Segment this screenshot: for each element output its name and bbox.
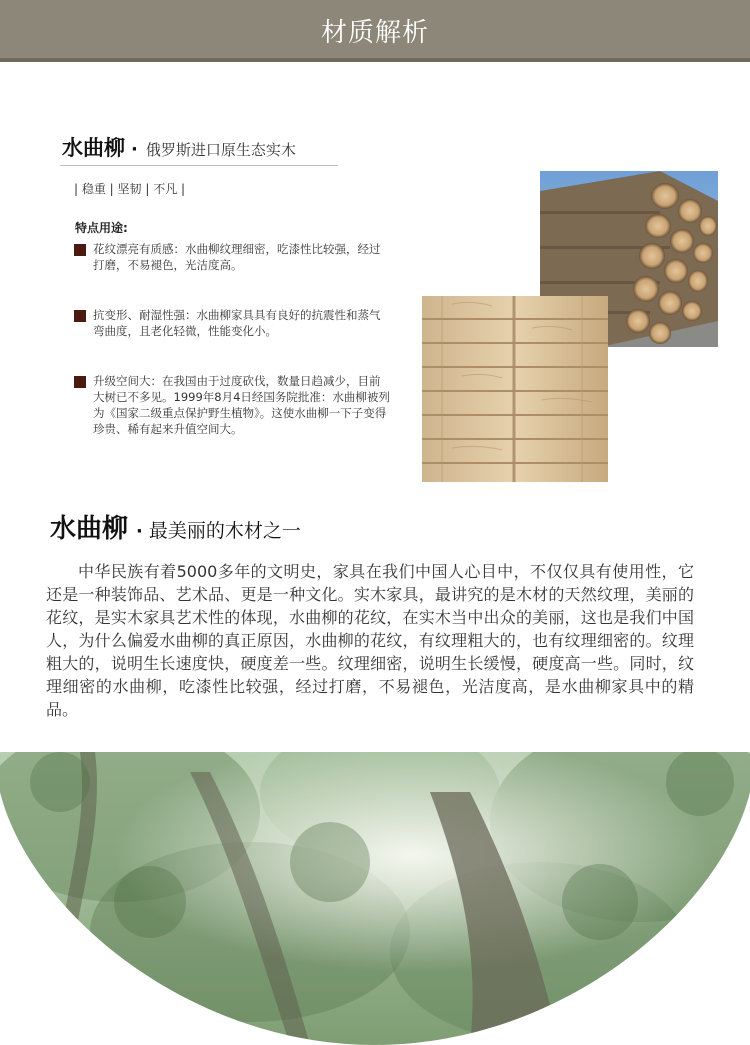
feature-item — [74, 373, 390, 437]
description-paragraph: 中华民族有着5000多年的文明史，家具在我们中国人心目中，不仅仅具有使用性，它还是一种装饰品、艺术品、更是一种文化。实木家具，最讲究的是木材的天然纹理，美丽的花纹，是实木家具艺术性的体现，水曲柳的花纹，在实木当中出众的美丽，这也是我们中国人，为什么偏爱水曲柳的真正原因，水曲柳的花纹，有纹理粗大的，也有纹理细密的。纹理粗大的，说明生长速度快，硬度差一些。纹理细密，说明生长缓慢，硬度高一些。同时，纹理细密的水曲柳，吃漆性比较强，经过打磨，不易褪色，光洁度高，是水曲柳家具中的精品。 — [46, 562, 694, 719]
bullet-square-icon — [74, 376, 86, 388]
feature-text: 花纹漂亮有质感：水曲柳纹理细密，吃漆性比较强，经过打磨，不易褪色，光洁度高。 — [93, 242, 381, 272]
forest-canopy-photo — [0, 752, 750, 1045]
section2-subtitle: 最美丽的木材之一 — [148, 520, 301, 542]
heading-dot: · — [136, 521, 143, 542]
bullet-square-icon — [74, 310, 86, 322]
features-title: 特点用途: — [75, 221, 128, 235]
wood-heading — [62, 132, 296, 162]
bullet-square-icon — [74, 244, 86, 256]
section2-heading — [50, 508, 301, 545]
feature-item — [74, 307, 390, 339]
section2-name: 水曲柳 — [50, 514, 129, 544]
page-title: 材质解析 — [320, 18, 429, 48]
wood-tags: | 稳重 | 坚韧 | 不凡 | — [74, 182, 186, 196]
heading-divider — [60, 165, 338, 166]
stacked-planks-photo — [422, 296, 608, 482]
header-bar — [0, 0, 750, 62]
wood-name: 水曲柳 — [62, 136, 125, 160]
feature-text: 抗变形、耐湿性强：水曲柳家具具有良好的抗震性和蒸气弯曲度，且老化轻微，性能变化小。 — [93, 308, 381, 338]
heading-dot: · — [131, 139, 138, 160]
feature-item — [74, 241, 390, 273]
wood-origin: 俄罗斯进口原生态实木 — [145, 141, 296, 159]
feature-text: 升级空间大：在我国由于过度砍伐，数量日趋减少，目前大树已不多见。1999年8月4日经国务院批准：水曲柳被列为《国家二级重点保护野生植物》。这使水曲柳一下子变得珍贵、稀有起来升值空间大。 — [93, 374, 390, 436]
